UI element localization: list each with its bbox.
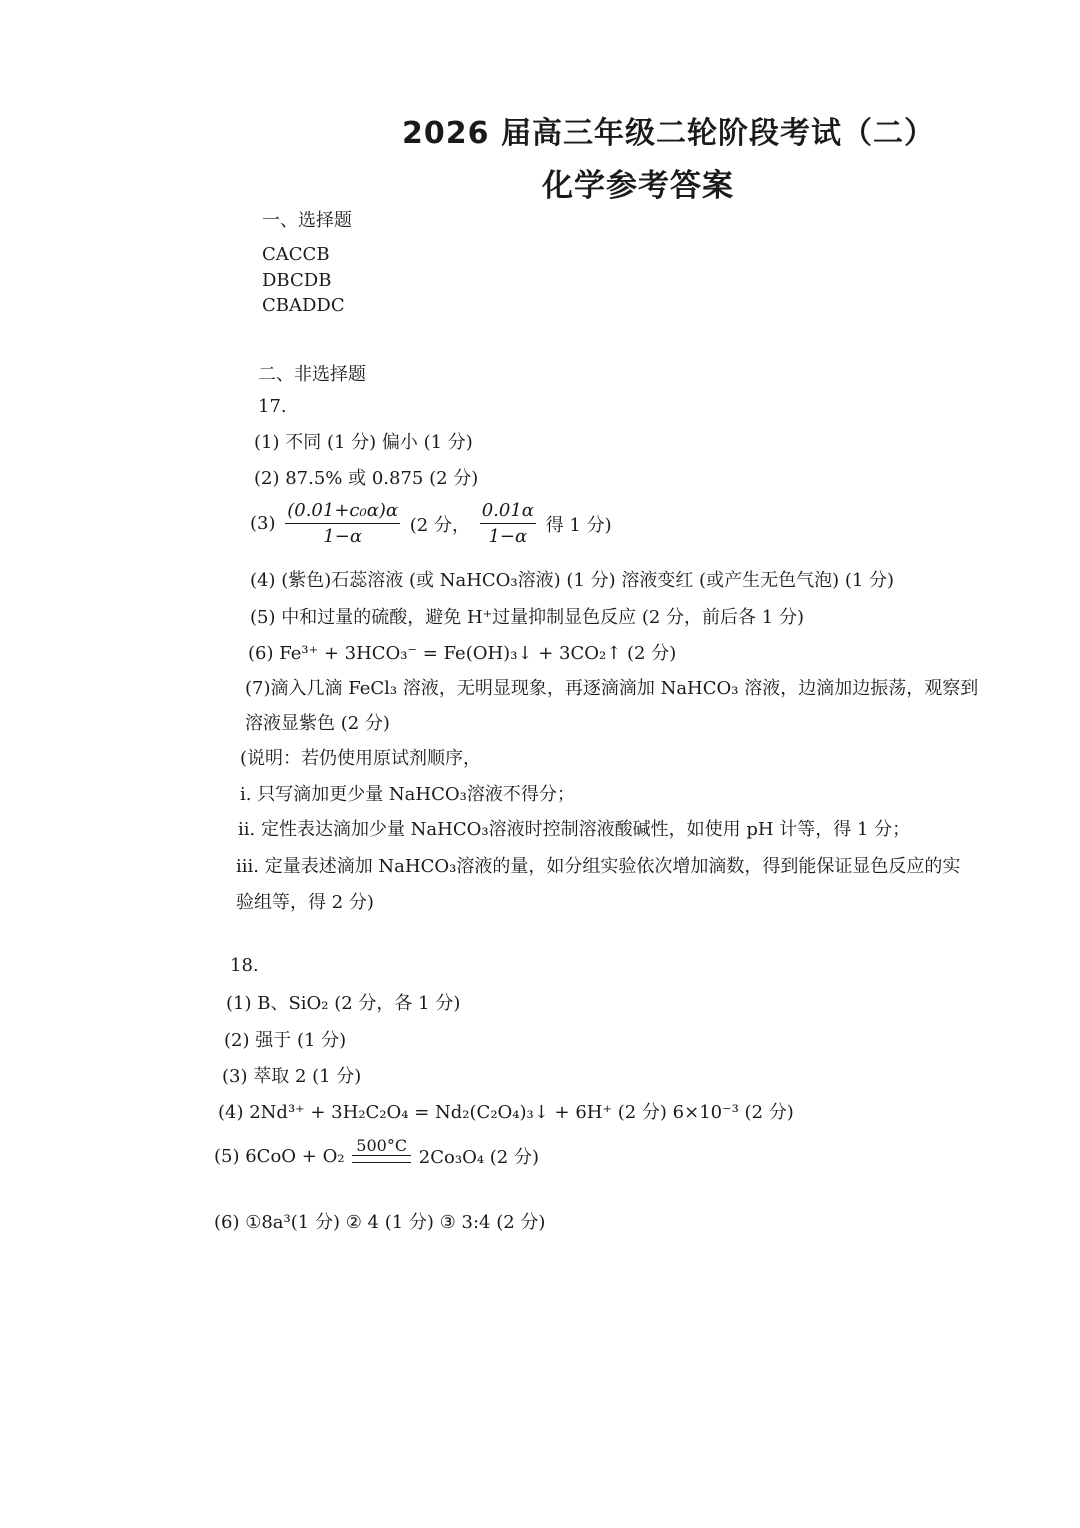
q17-number: 17. — [258, 396, 287, 417]
fraction-2-denominator: 1−α — [488, 526, 528, 547]
q18-part5 — [214, 1136, 539, 1169]
q18-part4: (4) 2Nd³⁺ + 3H₂C₂O₄ = Nd₂(C₂O₄)₃↓ + 6H⁺ (2 分) 6×10⁻³ (2 分) — [218, 1102, 794, 1123]
section2-heading: 二、非选择题 — [258, 364, 366, 385]
q18-part1: (1) B、SiO₂ (2 分，各 1 分) — [226, 993, 461, 1014]
q17-part1: (1) 不同 (1 分) 偏小 (1 分) — [254, 432, 473, 453]
q17-part2: (2) 87.5% 或 0.875 (2 分) — [254, 468, 479, 489]
q17-part3 — [250, 500, 612, 547]
choice-answers-row-1: CACCB — [262, 244, 330, 265]
q17-note-intro: (说明：若仍使用原试剂顺序， — [240, 748, 482, 769]
fraction-1-denominator: 1−α — [323, 526, 362, 547]
exam-title: 2026 届高三年级二轮阶段考试（二） — [402, 116, 935, 151]
q17-part3-fraction-2 — [480, 500, 536, 547]
q17-note-iii-line1: iii. 定量表述滴加 NaHCO₃溶液的量，如分组实验依次增加滴数，得到能保证显色反应的实 — [236, 856, 961, 877]
q18-number: 18. — [230, 955, 259, 976]
q17-note-ii: ii. 定性表达滴加少量 NaHCO₃溶液时控制溶液酸碱性，如使用 pH 计等，得 1 分； — [238, 819, 911, 840]
q17-note-iii-line2: 验组等，得 2 分) — [236, 892, 374, 913]
choice-answers-row-2: DBCDB — [262, 270, 332, 291]
choice-answers-row-3: CBADDC — [262, 295, 345, 316]
q17-note-i: i. 只写滴加更少量 NaHCO₃溶液不得分； — [240, 784, 575, 805]
q17-part5: (5) 中和过量的硫酸，避免 H⁺过量抑制显色反应 (2 分，前后各 1 分) — [250, 607, 804, 628]
q17-part6: (6) Fe³⁺ + 3HCO₃⁻ = Fe(OH)₃↓ + 3CO₂↑ (2 分) — [248, 643, 677, 664]
q17-part7-line1: (7)滴入几滴 FeCl₃ 溶液，无明显现象，再逐滴滴加 NaHCO₃ 溶液，边滴加边振荡，观察到 — [245, 678, 979, 699]
q17-part4: (4) (紫色)石蕊溶液 (或 NaHCO₃溶液) (1 分) 溶液变红 (或产生无色气泡) (1 分) — [250, 570, 895, 591]
reaction-condition-temperature: 500°C — [356, 1136, 408, 1155]
q17-part3-tail: 得 1 分) — [545, 514, 612, 536]
q18-part2: (2) 强于 (1 分) — [224, 1030, 347, 1051]
q18-part3: (3) 萃取 2 (1 分) — [222, 1066, 362, 1087]
q17-part3-fraction-1 — [285, 500, 400, 547]
fraction-1-numerator: (0.01+c₀α)α — [285, 500, 400, 524]
q18-part5-lhs: (5) 6CoO + O₂ — [214, 1145, 345, 1167]
fraction-2-numerator: 0.01α — [480, 500, 536, 524]
exam-subtitle: 化学参考答案 — [542, 168, 734, 204]
q17-part7-line2: 溶液显紫色 (2 分) — [245, 713, 390, 734]
q17-part3-mid: (2 分， — [409, 514, 470, 536]
q17-part3-label: (3) — [250, 513, 276, 534]
q18-part5-rhs: 2Co₃O₄ (2 分) — [418, 1147, 539, 1168]
q18-part6: (6) ①8a³(1 分) ② 4 (1 分) ③ 3:4 (2 分) — [214, 1212, 546, 1233]
equals-bar — [352, 1155, 411, 1163]
q18-part5-condition — [352, 1136, 411, 1169]
section1-heading: 一、选择题 — [262, 210, 352, 231]
